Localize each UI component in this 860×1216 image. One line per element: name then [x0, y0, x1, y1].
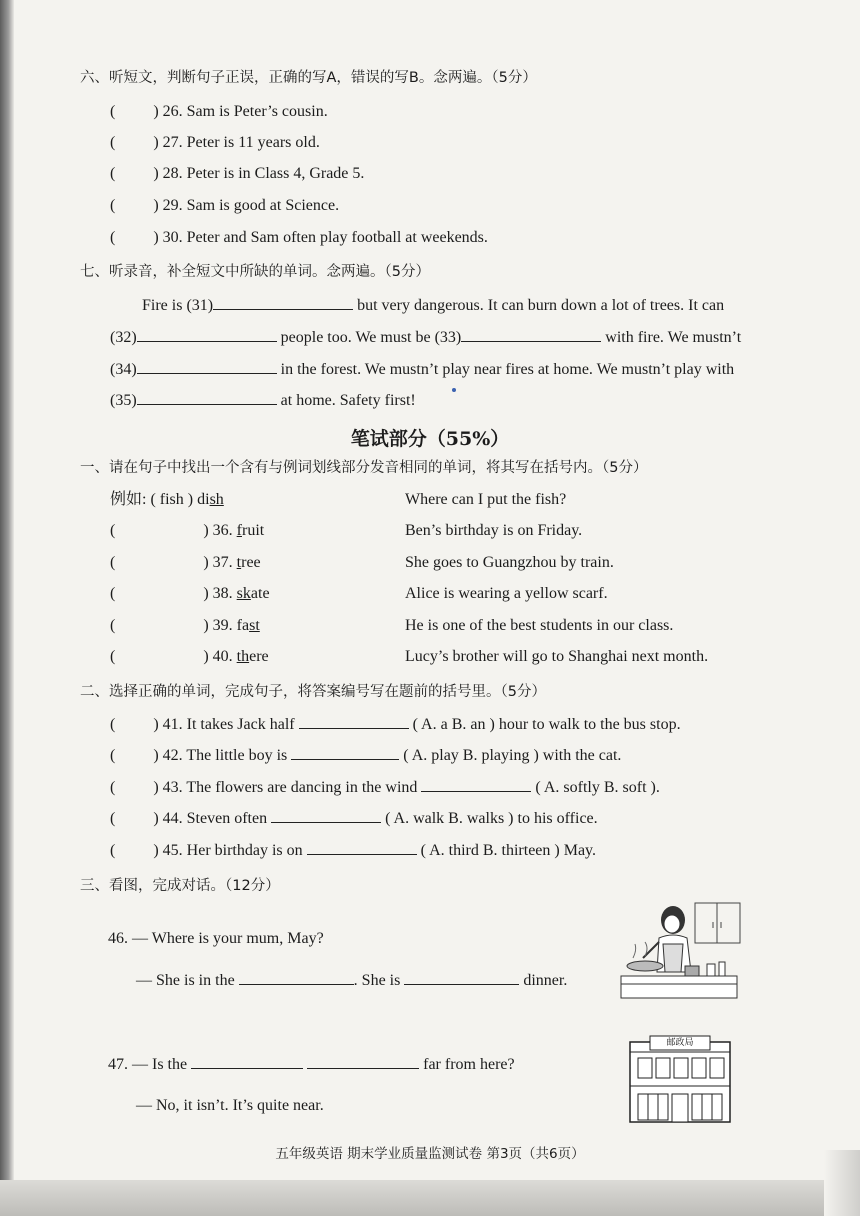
scan-edge-left — [0, 0, 14, 1216]
blank-31[interactable] — [213, 295, 353, 310]
part1-heading: 一、请在句子中找出一个含有与例词划线部分发音相同的单词，将其写在括号内。（5分） — [80, 460, 648, 476]
list-item: ( ) 36. fruit — [110, 522, 265, 539]
list-item: ( ) 26. Sam is Peter’s cousin. — [110, 103, 328, 120]
blank-47a[interactable] — [191, 1054, 303, 1069]
cloze-line-1: Fire is (31) but very dangerous. It can burn down a lot of trees. It can — [142, 297, 725, 314]
blank-44[interactable] — [271, 808, 381, 823]
cloze-line-4: (35) at home. Safety first! — [110, 392, 416, 409]
q47-answer: — No, it isn’t. It’s quite near. — [136, 1097, 324, 1114]
blank-43[interactable] — [421, 777, 531, 792]
list-item: ( ) 40. there — [110, 648, 269, 665]
cooking-woman-picture — [615, 900, 745, 1004]
q46-answer: — She is in the . She is dinner. — [136, 972, 568, 989]
list-item: ( ) 43. The flowers are dancing in the wind ( A. softly B. soft ). — [110, 779, 660, 796]
list-item-sentence: Alice is wearing a yellow scarf. — [405, 585, 608, 602]
section6-heading: 六、听短文，判断句子正误，正确的写A，错误的写B。念两遍。（5分） — [80, 70, 537, 86]
blank-32[interactable] — [137, 327, 277, 342]
part2-heading: 二、选择正确的单词，完成句子，将答案编号写在题前的括号里。（5分） — [80, 684, 546, 700]
q47-question: 47. — Is the far from here? — [108, 1056, 515, 1073]
list-item: ( ) 45. Her birthday is on ( A. third B. thirteen ) May. — [110, 842, 597, 859]
ink-dot — [452, 388, 456, 392]
blank-41[interactable] — [299, 714, 409, 729]
part1-example: 例如: ( fish ) dish — [110, 491, 224, 508]
list-item: ( ) 38. skate — [110, 585, 270, 602]
list-item: ( ) 28. Peter is in Class 4, Grade 5. — [110, 165, 365, 182]
part3-heading: 三、看图，完成对话。（12分） — [80, 878, 280, 894]
list-item: ( ) 44. Steven often ( A. walk B. walks ) to his office. — [110, 810, 598, 827]
list-item-sentence: Lucy’s brother will go to Shanghai next month. — [405, 648, 709, 665]
part1-example-sentence: Where can I put the fish? — [405, 491, 567, 508]
blank-46a[interactable] — [239, 970, 354, 985]
scan-edge-bottom — [0, 1180, 860, 1216]
blank-46b[interactable] — [404, 970, 519, 985]
blank-33[interactable] — [461, 327, 601, 342]
blank-47b[interactable] — [307, 1054, 419, 1069]
page-footer: 五年级英语 期末学业质量监测试卷 第3页（共6页） — [275, 1146, 585, 1162]
section7-heading: 七、听录音，补全短文中所缺的单词。念两遍。（5分） — [80, 264, 430, 280]
list-item-sentence: She goes to Guangzhou by train. — [405, 554, 614, 571]
list-item: ( ) 29. Sam is good at Science. — [110, 197, 340, 214]
list-item: ( ) 41. It takes Jack half ( A. a B. an ) hour to walk to the bus stop. — [110, 716, 681, 733]
list-item: ( ) 27. Peter is 11 years old. — [110, 134, 320, 151]
blank-35[interactable] — [137, 390, 277, 405]
list-item-sentence: Ben’s birthday is on Friday. — [405, 522, 583, 539]
list-item-sentence: He is one of the best students in our class. — [405, 617, 674, 634]
post-office-sign: 邮政局 — [666, 1038, 694, 1048]
blank-34[interactable] — [137, 359, 277, 374]
list-item: ( ) 39. fast — [110, 617, 260, 634]
cloze-line-2: (32) people too. We must be (33) with fire. We mustn’t — [110, 329, 742, 346]
list-item: ( ) 30. Peter and Sam often play football at weekends. — [110, 229, 488, 246]
list-item: ( ) 42. The little boy is ( A. play B. playing ) with the cat. — [110, 747, 622, 764]
list-item: ( ) 37. tree — [110, 554, 261, 571]
q46-question: 46. — Where is your mum, May? — [108, 930, 324, 947]
blank-45[interactable] — [307, 840, 417, 855]
blank-42[interactable] — [291, 745, 399, 760]
cloze-line-3: (34) in the forest. We mustn’t play near fires at home. We mustn’t play with — [110, 361, 735, 378]
written-part-title: 笔试部分（55%） — [350, 428, 510, 450]
